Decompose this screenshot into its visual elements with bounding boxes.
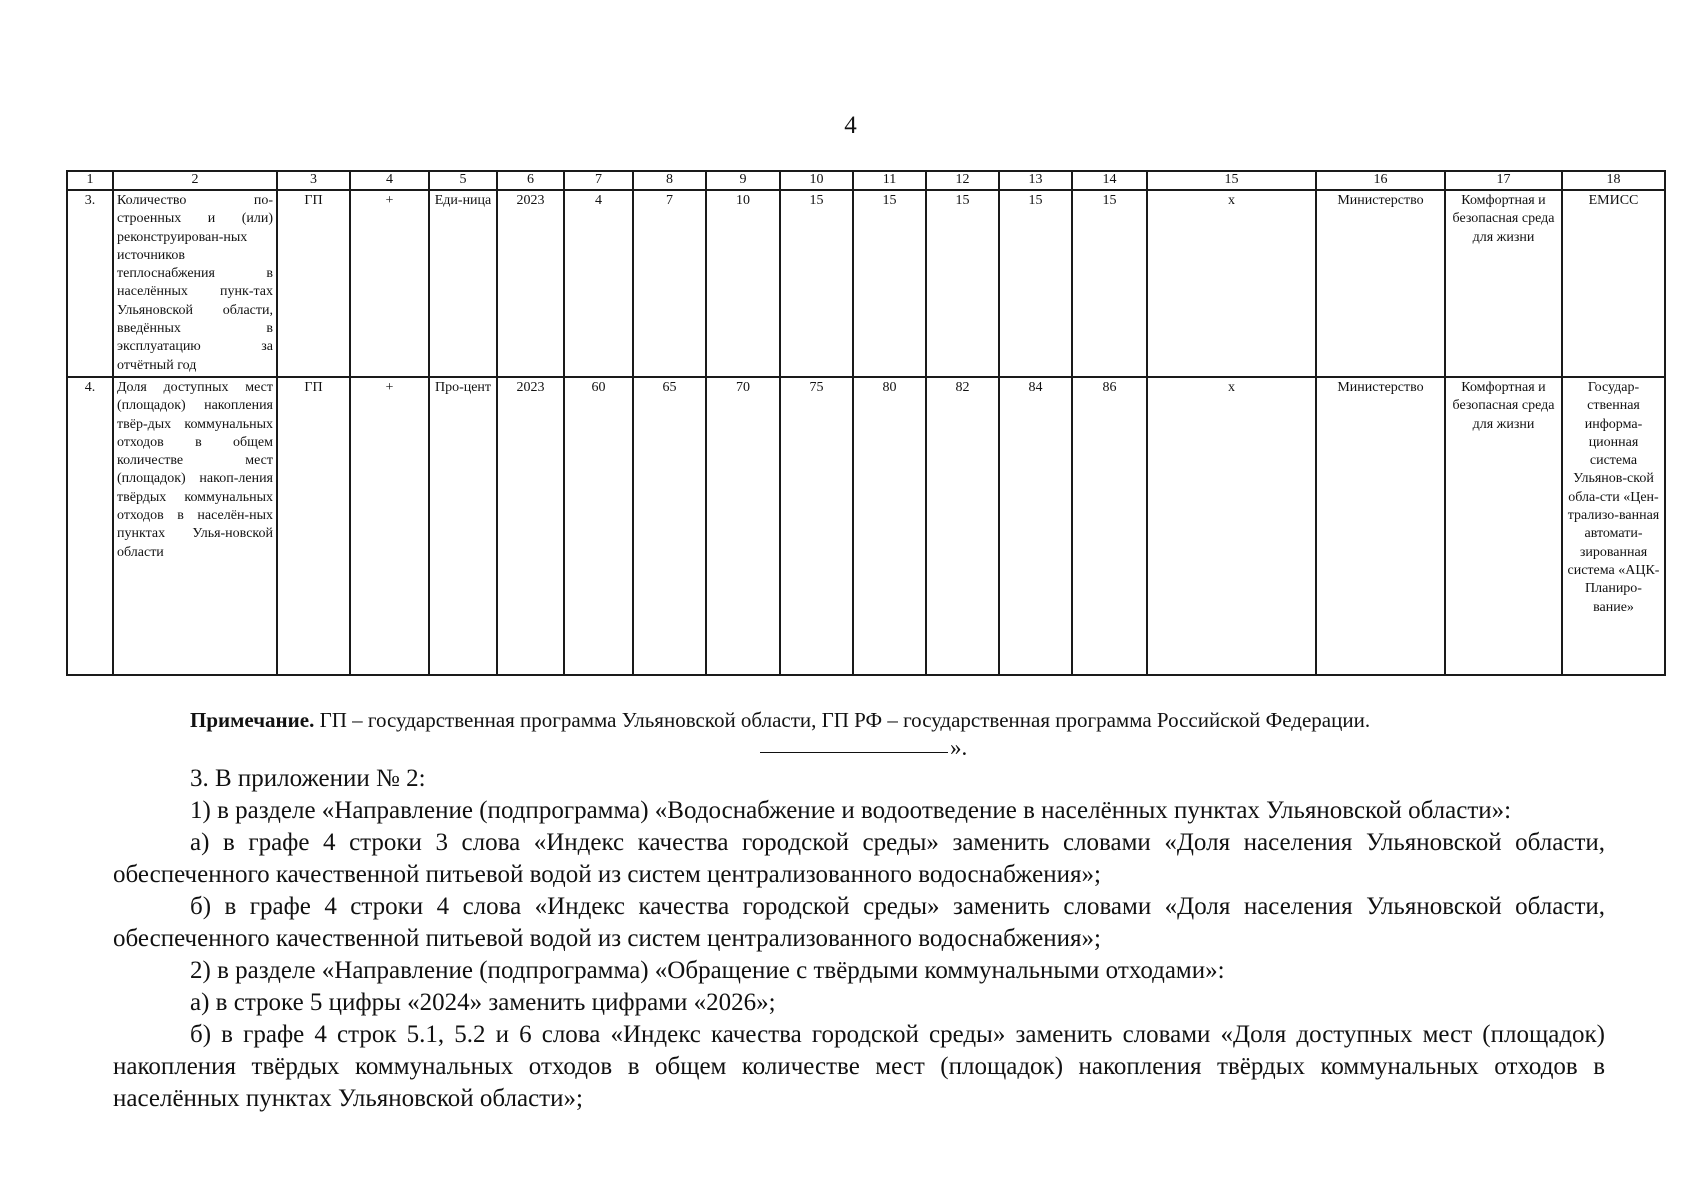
value-cell: 60 xyxy=(564,377,633,675)
value-cell: 10 xyxy=(706,190,780,377)
column-number: 18 xyxy=(1562,171,1665,190)
column-number: 15 xyxy=(1147,171,1316,190)
column-number: 16 xyxy=(1316,171,1445,190)
unit-cell: Про-цент xyxy=(429,377,497,675)
column-number: 12 xyxy=(926,171,999,190)
indicator-name: Количество по-строенных и (или) реконструирован-ных источников теплоснабжения в населённых пунк-тах Ульяновской области, введённых в эксплуатацию за отчётный год xyxy=(113,190,277,377)
paragraph: 1) в разделе «Направление (подпрограмма) «Водоснабжение и водоотведение в населённых пунктах Ульяновской области»: xyxy=(190,797,1512,824)
sign-cell: + xyxy=(350,190,429,377)
column-number: 7 xyxy=(564,171,633,190)
program-cell: ГП xyxy=(277,190,350,377)
source-cell: ЕМИСС xyxy=(1562,190,1665,377)
indicator-name: Доля доступных мест (площадок) накопления твёр-дых коммунальных отходов в общем количестве мест (площадок) накоп-ления твёрдых коммунальных отходов в населён-ных пунктах Улья-новской области xyxy=(113,377,277,675)
value-cell: 15 xyxy=(853,190,926,377)
value-cell: 4 xyxy=(564,190,633,377)
column-number: 11 xyxy=(853,171,926,190)
table-row xyxy=(67,377,1665,675)
value-cell: 15 xyxy=(999,190,1072,377)
column-number: 13 xyxy=(999,171,1072,190)
row-number: 4. xyxy=(67,377,113,675)
amendment-text xyxy=(113,763,1605,1115)
table-note xyxy=(190,706,1610,734)
goal-cell: Комфортная и безопасная среда для жизни xyxy=(1445,377,1562,675)
value-cell: 84 xyxy=(999,377,1072,675)
base-year-cell: 2023 xyxy=(497,377,564,675)
column-number: 4 xyxy=(350,171,429,190)
column-15-cell: x xyxy=(1147,190,1316,377)
table-row xyxy=(67,190,1665,377)
closing-mark xyxy=(760,734,967,762)
value-cell: 86 xyxy=(1072,377,1147,675)
column-number: 14 xyxy=(1072,171,1147,190)
column-number: 17 xyxy=(1445,171,1562,190)
value-cell: 15 xyxy=(1072,190,1147,377)
value-cell: 65 xyxy=(633,377,706,675)
goal-cell: Комфортная и безопасная среда для жизни xyxy=(1445,190,1562,377)
column-number: 8 xyxy=(633,171,706,190)
column-number: 2 xyxy=(113,171,277,190)
column-number: 3 xyxy=(277,171,350,190)
value-cell: 70 xyxy=(706,377,780,675)
paragraph: 2) в разделе «Направление (подпрограмма) «Обращение с твёрдыми коммунальными отходами»: xyxy=(190,957,1225,984)
column-number: 5 xyxy=(429,171,497,190)
column-number: 6 xyxy=(497,171,564,190)
paragraph: б) в графе 4 строки 4 слова «Индекс качества городской среды» заменить словами «Доля населения Ульяновской области, обеспеченного качественной питьевой водой из систем централизованного водоснабжения»; xyxy=(113,893,1605,952)
column-15-cell: x xyxy=(1147,377,1316,675)
page-number: 4 xyxy=(844,112,857,139)
column-number-row xyxy=(67,171,1665,190)
paragraph: а) в графе 4 строки 3 слова «Индекс качества городской среды» заменить словами «Доля населения Ульяновской области, обеспеченного качественной питьевой водой из систем централизованного водоснабжения»; xyxy=(113,829,1605,888)
value-cell: 80 xyxy=(853,377,926,675)
note-label: Примечание. xyxy=(190,708,315,732)
column-number: 10 xyxy=(780,171,853,190)
paragraph: а) в строке 5 цифры «2024» заменить цифрами «2026»; xyxy=(190,989,776,1016)
base-year-cell: 2023 xyxy=(497,190,564,377)
paragraph: б) в графе 4 строк 5.1, 5.2 и 6 слова «Индекс качества городской среды» заменить словами «Доля доступных мест (площадок) накопления твёрдых коммунальных отходов в общем количестве мест (площадок) накопления твёрдых коммунальных отходов в населённых пунктах Ульяновской области»; xyxy=(113,1021,1605,1112)
responsible-cell: Министерство xyxy=(1316,377,1445,675)
value-cell: 15 xyxy=(780,190,853,377)
note-text: ГП – государственная программа Ульяновской области, ГП РФ – государственная программа Российской Федерации. xyxy=(314,708,1371,732)
closing-quote: ». xyxy=(950,735,968,760)
row-number: 3. xyxy=(67,190,113,377)
sign-cell: + xyxy=(350,377,429,675)
value-cell: 15 xyxy=(926,190,999,377)
closing-rule xyxy=(760,752,948,753)
value-cell: 75 xyxy=(780,377,853,675)
column-number: 1 xyxy=(67,171,113,190)
section-heading: 3. В приложении № 2: xyxy=(190,765,426,792)
value-cell: 82 xyxy=(926,377,999,675)
unit-cell: Еди-ница xyxy=(429,190,497,377)
program-cell: ГП xyxy=(277,377,350,675)
column-number: 9 xyxy=(706,171,780,190)
indicators-table xyxy=(66,170,1666,676)
responsible-cell: Министерство xyxy=(1316,190,1445,377)
source-cell: Государ-ственная информа-ционная система Ульянов-ской обла-сти «Цен-трализо-ванная автомати-зированная система «АЦК-Планиро-вание» xyxy=(1562,377,1665,675)
value-cell: 7 xyxy=(633,190,706,377)
